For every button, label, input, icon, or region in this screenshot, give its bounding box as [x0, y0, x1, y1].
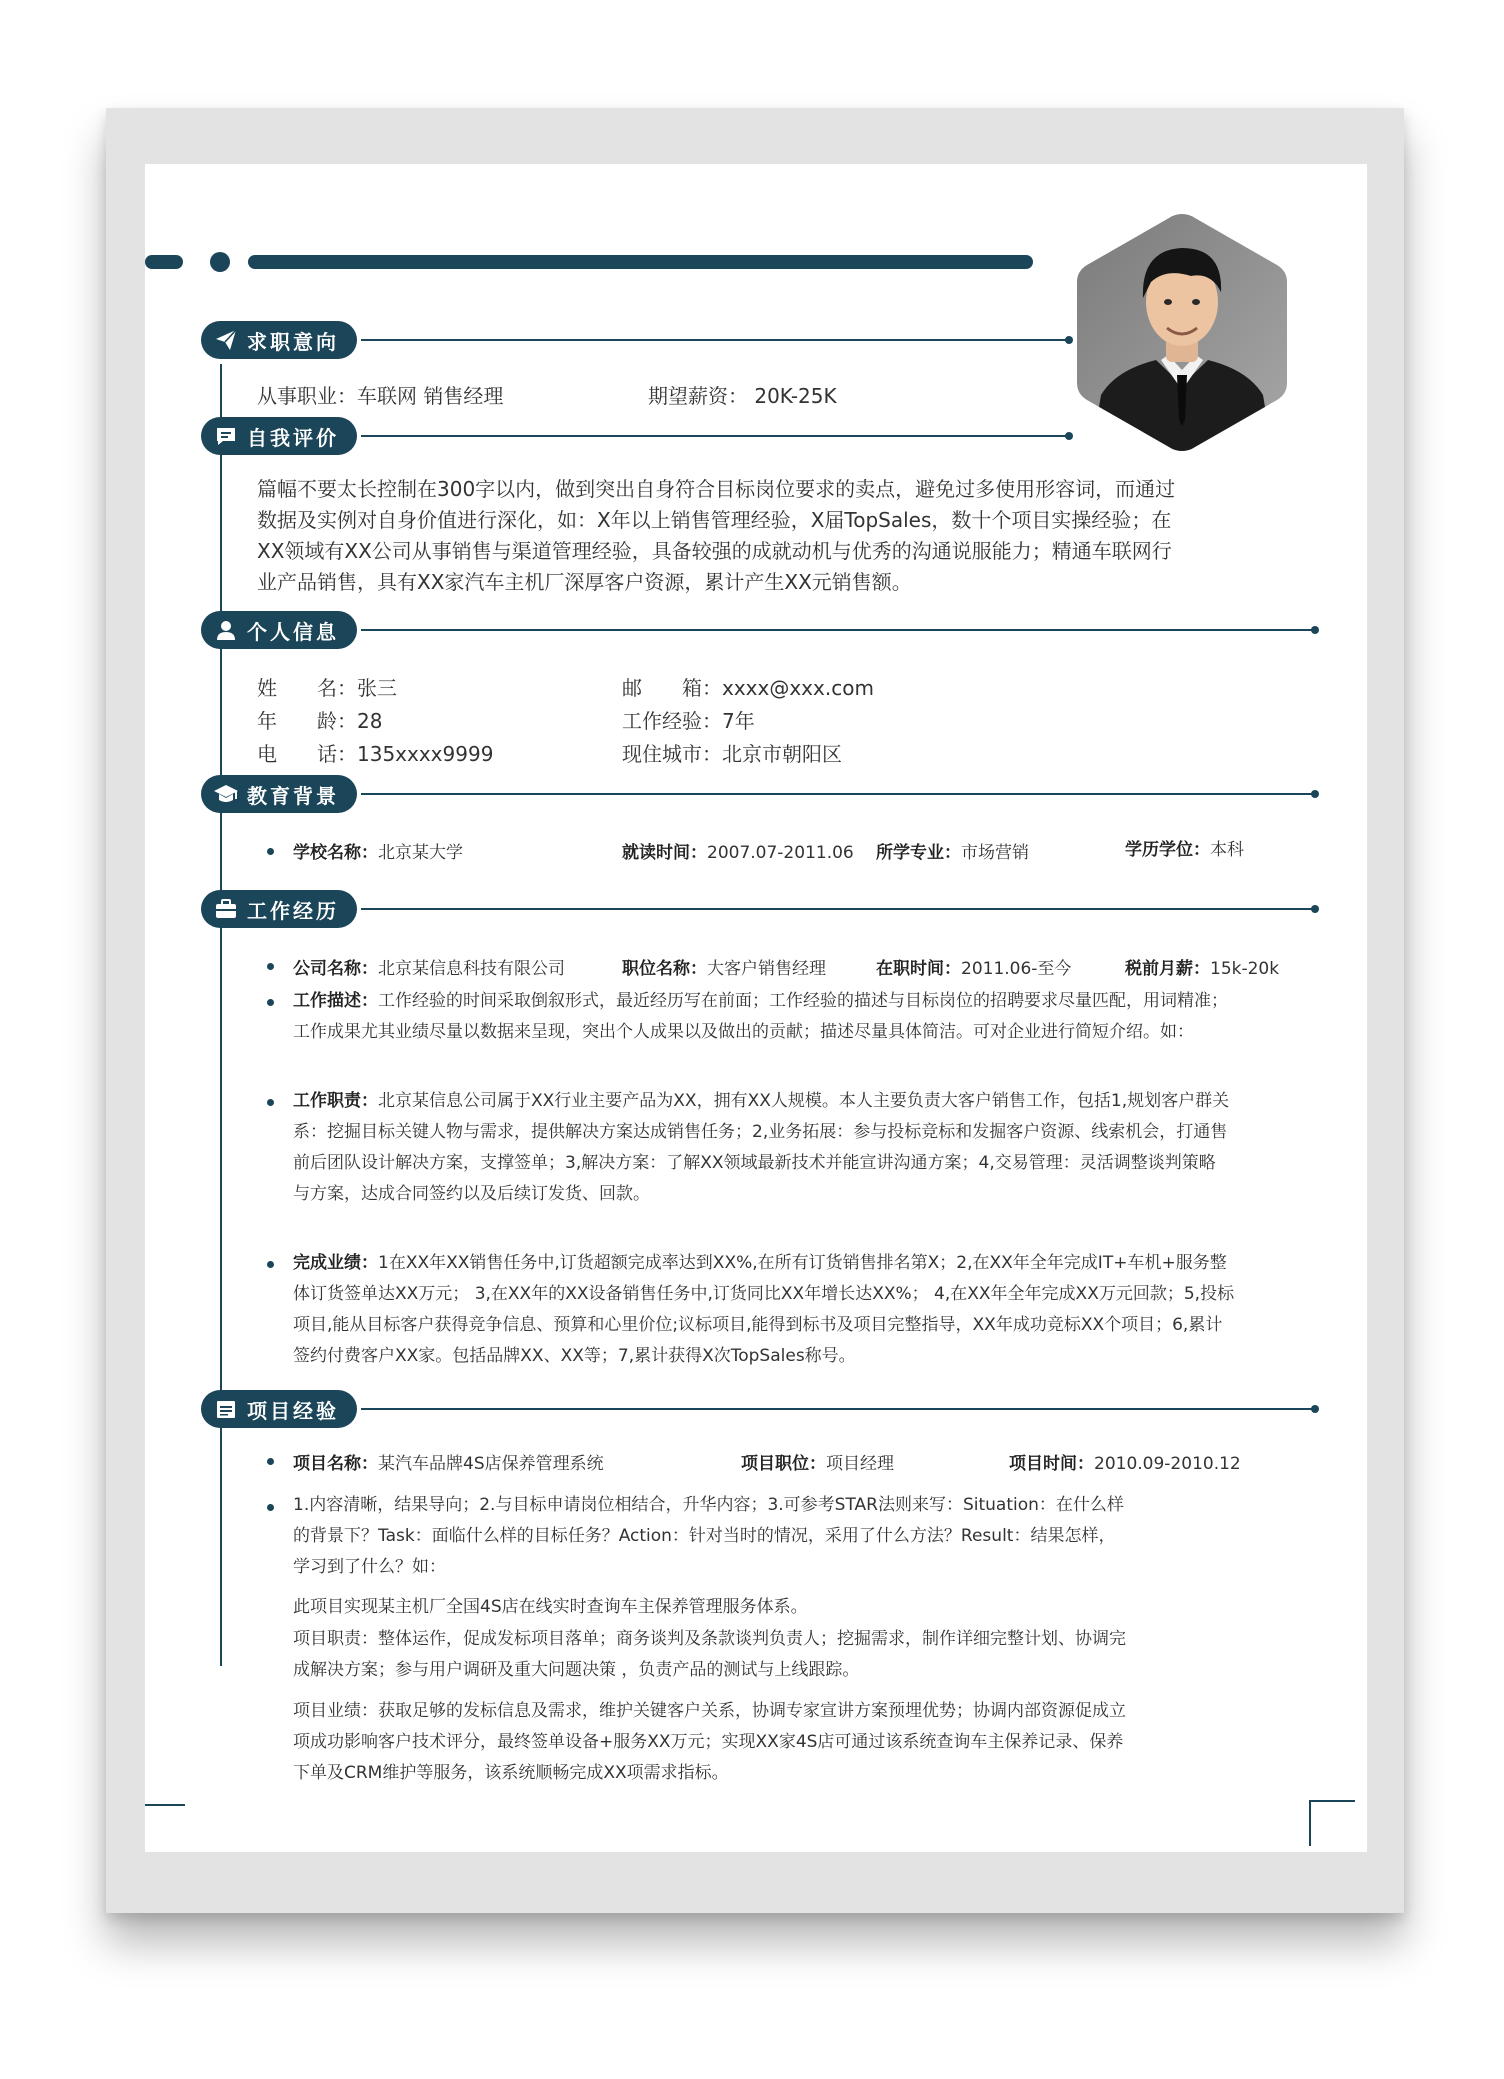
edu-period: 就读时间：2007.07-2011.06	[622, 843, 854, 863]
project-achievements: 项目业绩：获取足够的发标信息及需求，维护关键客户关系，协调专家宣讲方案预埋优势；协调内部资源促成立 项成功影响客户技术评分，最终签单设备+服务XX万元；实现XX家4S店可通过该系统查询车主保养记录、保养 下单及CRM维护等服务，该系统顺畅完成XX项需求指标。	[293, 1701, 1126, 1783]
graduation-cap-icon	[213, 781, 239, 807]
edu-school: 学校名称：北京某大学	[293, 843, 463, 863]
personal-experience: 工作经验：7年	[622, 709, 755, 733]
corner-mark-right-h	[1309, 1800, 1355, 1802]
section-title-education: 教育背景	[247, 783, 339, 808]
section-header-project	[201, 1390, 1323, 1428]
work-salary: 税前月薪：15k-20k	[1125, 959, 1280, 979]
personal-city: 现住城市：北京市朝阳区	[622, 742, 842, 766]
user-icon	[213, 617, 239, 643]
top-bar-long	[248, 255, 1033, 269]
project-name: 项目名称：某汽车品牌4S店保养管理系统	[293, 1454, 604, 1474]
project-duties: 项目职责：整体运作，促成发标项目落单；商务谈判及条款谈判负责人；挖掘需求，制作详细完整计划、协调完 成解决方案；参与用户调研及重大问题决策 ，负责产品的测试与上线跟踪。	[293, 1629, 1126, 1680]
top-bar-dot	[210, 252, 230, 272]
section-header-personal	[201, 611, 1323, 649]
corner-mark-left	[145, 1804, 185, 1806]
bullet-work-duty	[267, 1099, 274, 1106]
timeline-line	[220, 364, 222, 1666]
project-time: 项目时间：2010.09-2010.12	[1009, 1454, 1241, 1474]
section-header-work	[201, 890, 1323, 928]
bullet-project-tips	[267, 1504, 274, 1511]
intent-job: 从事职业：车联网 销售经理	[257, 384, 504, 408]
bullet-work-company	[267, 963, 274, 970]
personal-name: 姓 名：张三	[257, 676, 397, 700]
work-description: 工作描述：工作经验的时间采取倒叙形式，最近经历写在前面；工作经验的描述与目标岗位的招聘要求尽量匹配，用词精准； 工作成果尤其业绩尽量以数据来呈现，突出个人成果以及做出的贡献；描述尽量具体简洁。可对企业进行简短介绍。如：	[293, 991, 1228, 1042]
personal-phone: 电 话：135xxxx9999	[257, 742, 494, 766]
bullet-work-achievement	[267, 1261, 274, 1268]
top-bar-short	[145, 255, 183, 269]
profile-photo	[1071, 210, 1293, 455]
personal-email: 邮 箱：xxxx@xxx.com	[622, 676, 874, 700]
section-header-self	[201, 417, 1077, 455]
bullet-education	[267, 848, 274, 855]
section-header-intent	[201, 321, 1077, 359]
section-title-intent: 求职意向	[247, 329, 339, 354]
section-title-work: 工作经历	[247, 898, 339, 923]
project-tips: 1.内容清晰，结果导向；2.与目标申请岗位相结合，升华内容；3.可参考STAR法则来写：Situation：在什么样 的背景下？Task：面临什么样的目标任务？Action：针对当时的情况，采用了什么方法？Result：结果怎样， 学习到了什么？如：	[293, 1495, 1124, 1577]
project-role: 项目职位：项目经理	[741, 1454, 894, 1474]
work-duties: 工作职责：北京某信息公司属于XX行业主要产品为XX，拥有XX人规模。本人主要负责大客户销售工作，包括1,规划客户群关 系：挖掘目标关键人物与需求，提供解决方案达成销售任务；2,业务拓展：参与投标竞标和发掘客户资源、线索机会，打通售 前后团队设计解决方案，支撑签单；3,解决方案：了解XX领域最新技术并能宣讲沟通方案；4,交易管理：灵活调整谈判策略 与方案，达成合同签约以及后续订发货、回款。	[293, 1091, 1230, 1204]
work-position: 职位名称：大客户销售经理	[622, 959, 826, 979]
edu-major: 所学专业：市场营销	[876, 843, 1029, 863]
work-period: 在职时间：2011.06-至今	[876, 959, 1072, 979]
chat-bubble-icon	[213, 423, 239, 449]
section-header-education	[201, 775, 1323, 813]
section-title-project: 项目经验	[247, 1398, 339, 1423]
bullet-work-desc	[267, 999, 274, 1006]
intent-salary: 期望薪资： 20K-25K	[648, 384, 837, 408]
briefcase-icon	[213, 896, 239, 922]
work-achievements: 完成业绩：1在XX年XX销售任务中,订货超额完成率达到XX%,在所有订货销售排名第X；2,在XX年全年完成IT+车机+服务整 体订货签单达XX万元； 3,在XX年的XX设备销售任务中,订货同比XX年增长达XX%； 4,在XX年全年完成XX万元回款；5,投标 项目,能从目标客户获得竞争信息、预算和心里价位;议标项目,能得到标书及项目完整指导，XX年成功竞标XX个项目；6,累计 签约付费客户XX家。包括品牌XX、XX等；7,累计获得X次TopSales称号。	[293, 1253, 1235, 1366]
bullet-project-name	[267, 1458, 274, 1465]
work-company: 公司名称：北京某信息科技有限公司	[293, 959, 565, 979]
self-evaluation-text: 篇幅不要太长控制在300字以内，做到突出自身符合目标岗位要求的卖点，避免过多使用形容词，而通过 数据及实例对自身价值进行深化，如：X年以上销售管理经验，X届TopSales，数十个项目实操经验；在 XX领域有XX公司从事销售与渠道管理经验，具备较强的成就动机与优秀的沟通说服能力；精通车联网行 业产品销售，具有XX家汽车主机厂深厚客户资源，累计产生XX元销售额。	[257, 477, 1176, 594]
section-title-self: 自我评价	[247, 425, 339, 450]
corner-mark-right-v	[1309, 1800, 1311, 1846]
project-summary: 此项目实现某主机厂全国4S店在线实时查询车主保养管理服务体系。	[293, 1597, 808, 1617]
resume-page	[145, 164, 1367, 1852]
section-title-personal: 个人信息	[247, 619, 339, 644]
document-icon	[213, 1396, 239, 1422]
edu-degree: 学历学位：本科	[1125, 840, 1244, 860]
paper-plane-icon	[213, 327, 239, 353]
personal-age: 年 龄：28	[257, 709, 383, 733]
